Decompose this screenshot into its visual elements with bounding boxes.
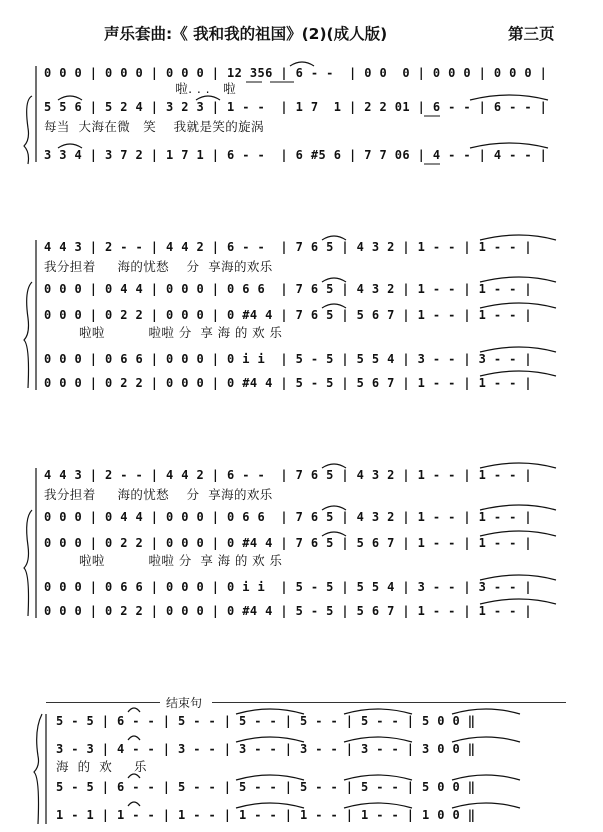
system1-voice1-notation: 0 0 0 | 0 0 0 | 0 0 0 | 12 356 | 6 - - | 0 0 0 | 0 0 0 | 0 0 0 | [44,66,548,80]
tie [322,236,346,240]
system2-lyric-la: 啦啦 啦啦 分 享 海 的 欢 乐 [44,325,283,340]
tie [452,803,520,808]
system3-lyric-main: 我分担着 海的忧愁 分 享海的欢乐 [44,487,273,502]
fermata [128,802,140,806]
system3-brace [24,510,32,616]
system2-voice1-notation: 4 4 3 | 2 - - | 4 4 2 | 6 - - | 7 6 5 | 4 3 2 | 1 - - | 1 - - | [44,240,532,254]
tie [236,737,304,742]
tie [196,96,220,100]
system1-voice3-notation: 3 3 4 | 3 7 2 | 1 7 1 | 6 - - | 6 #5 6 | 7 7 06 | 4 - - | 4 - - | [44,148,548,162]
system2-voice5-notation: 0 0 0 | 0 2 2 | 0 0 0 | 0 #4 4 | 5 - 5 | 5 6 7 | 1 - - | 1 - - | [44,376,532,390]
system4-lyric: 海 的 欢 乐 [56,759,147,774]
tie [480,463,556,468]
system3-voice4-notation: 0 0 0 | 0 6 6 | 0 0 0 | 0 i i | 5 - 5 | 5 5 4 | 3 - - | 3 - - | [44,580,532,594]
tie [322,464,346,468]
system4-voice4-notation: 1 - 1 | 1 - - | 1 - - | 1 - - | 1 - - | 1 - - | 1 0 0 ‖ [56,808,476,822]
tie [236,709,304,714]
system4-voice2-notation: 3 - 3 | 4 - - | 3 - - | 3 - - | 3 - - | 3 - - | 3 0 0 ‖ [56,742,476,756]
page-number: 第三页 [508,25,555,43]
tie [470,143,548,148]
tie [58,144,82,148]
tie [290,62,314,66]
system2-voice3-notation: 0 0 0 | 0 2 2 | 0 0 0 | 0 #4 4 | 7 6 5 | 5 6 7 | 1 - - | 1 - - | [44,308,532,322]
system3-voice5-notation: 0 0 0 | 0 2 2 | 0 0 0 | 0 #4 4 | 5 - 5 | 5 6 7 | 1 - - | 1 - - | [44,604,532,618]
system3-voice1-notation: 4 4 3 | 2 - - | 4 4 2 | 6 - - | 7 6 5 | 4 3 2 | 1 - - | 1 - - | [44,468,532,482]
tie [480,235,556,240]
tie [480,303,556,308]
tie [236,775,304,780]
song-title: 声乐套曲:《 我和我的祖国》(2)(成人版) [104,25,388,43]
system4-voice1-notation: 5 - 5 | 6 - - | 5 - - | 5 - - | 5 - - | 5 - - | 5 0 0 ‖ [56,714,476,728]
tie [58,96,82,100]
system3-lyric-la: 啦啦 啦啦 分 享 海 的 欢 乐 [44,553,283,568]
tie [344,709,412,714]
tie [344,775,412,780]
tie [480,599,556,604]
tie [322,304,346,308]
fermata [128,736,140,740]
system2-brace [24,282,32,388]
fermata [128,708,140,712]
system3-voice3-notation: 0 0 0 | 0 2 2 | 0 0 0 | 0 #4 4 | 7 6 5 | 5 6 7 | 1 - - | 1 - - | [44,536,532,550]
system1-lyric-main: 每当 大海在微 笑 我就是笑的旋涡 [44,119,264,134]
tie [452,709,520,714]
system1-brace [24,96,32,164]
fermata [128,774,140,778]
system3-voice2-notation: 0 0 0 | 0 4 4 | 0 0 0 | 0 6 6 | 7 6 5 | 4 3 2 | 1 - - | 1 - - | [44,510,532,524]
system2-voice2-notation: 0 0 0 | 0 4 4 | 0 0 0 | 0 6 6 | 7 6 5 | 4 3 2 | 1 - - | 1 - - | [44,282,532,296]
system4-brace [34,714,42,824]
system2-lyric-main: 我分担着 海的忧愁 分 享海的欢乐 [44,259,273,274]
tie [344,803,412,808]
tie [480,347,556,352]
tie [480,575,556,580]
system1-voice2-notation: 5 5 6 | 5 2 4 | 3 2 3 | 1 - - | 1 7 1 | 2 2 01 | 6 - - | 6 - - | [44,100,548,114]
tie [452,775,520,780]
tie [480,505,556,510]
tie [322,506,346,510]
tie [344,737,412,742]
tie [470,95,548,100]
system4-voice3-notation: 5 - 5 | 6 - - | 5 - - | 5 - - | 5 - - | 5 - - | 5 0 0 ‖ [56,780,476,794]
tie [480,371,556,376]
tie [322,532,346,536]
tie [480,531,556,536]
tie [452,737,520,742]
system1-lyric-la: 啦. . . 啦 [44,81,236,96]
tie [236,803,304,808]
ending-section-label: 结束句 [166,696,203,710]
tie [480,277,556,282]
system2-voice4-notation: 0 0 0 | 0 6 6 | 0 0 0 | 0 i i | 5 - 5 | 5 5 4 | 3 - - | 3 - - | [44,352,532,366]
tie [322,278,346,282]
